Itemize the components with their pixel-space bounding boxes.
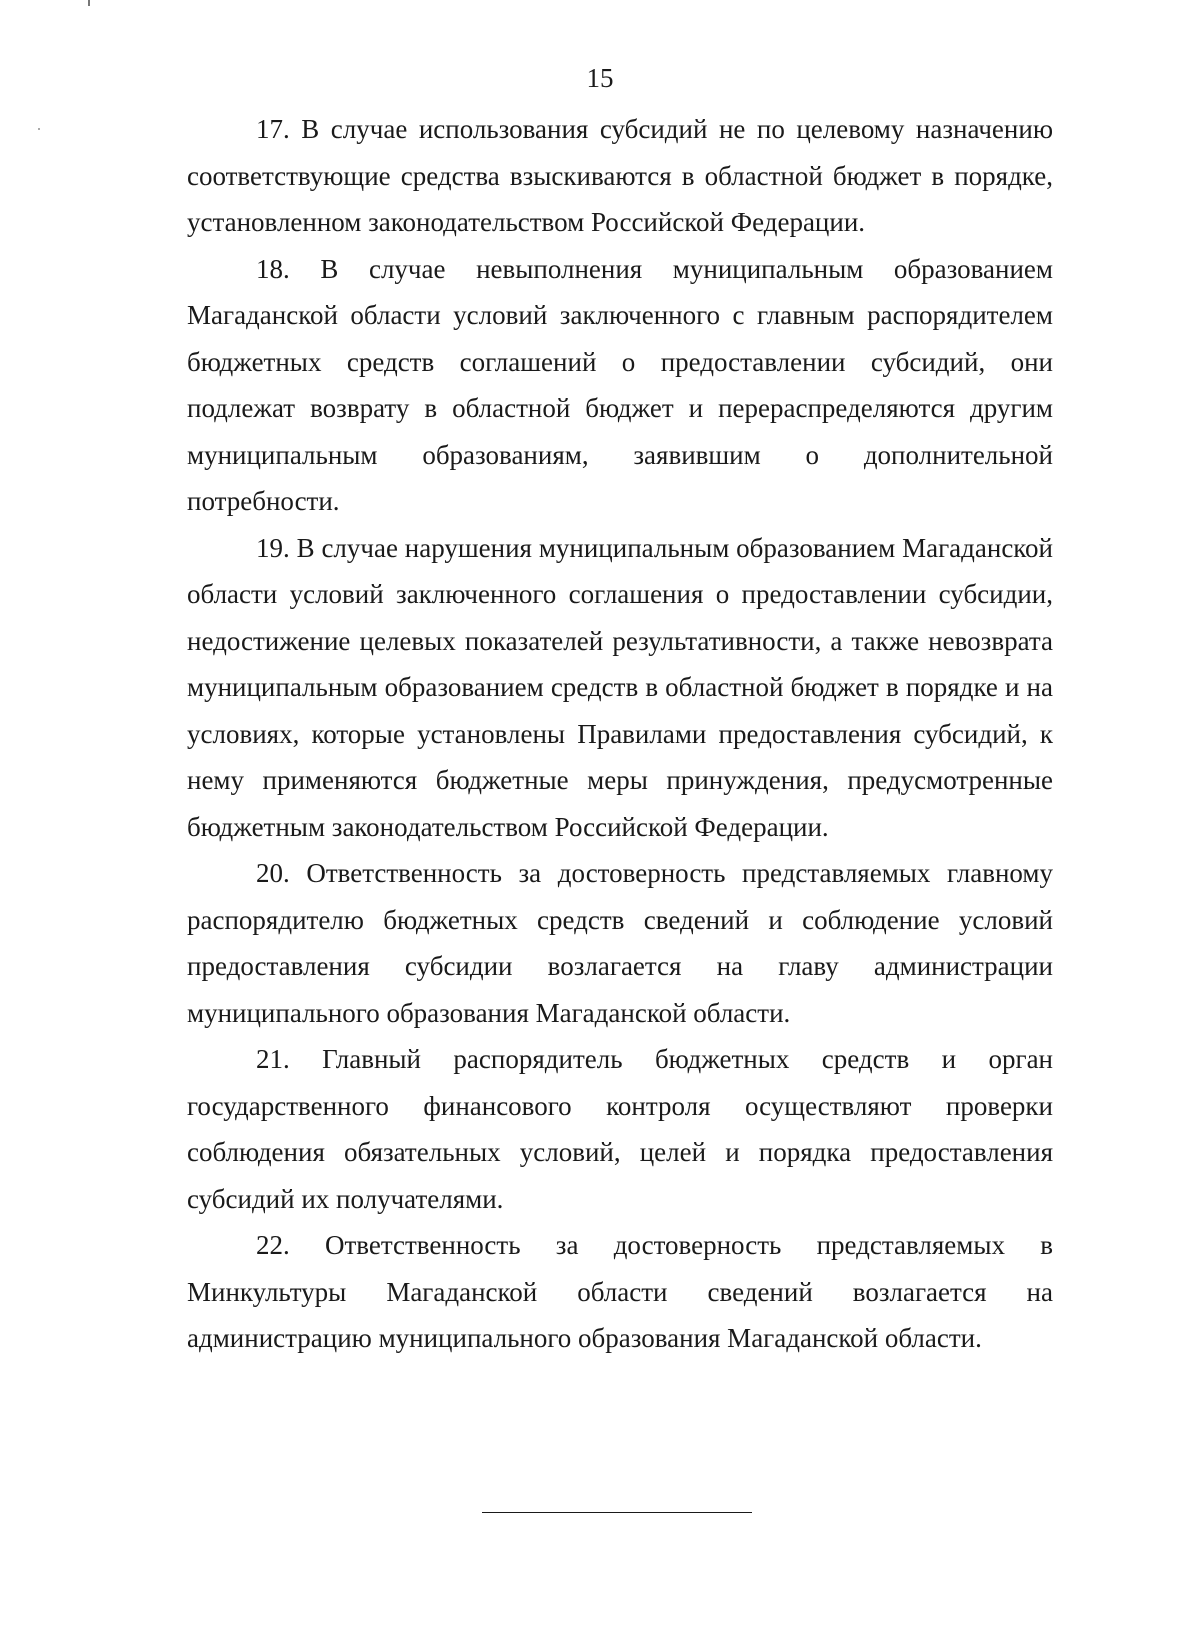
scan-artifact [38, 128, 40, 130]
paragraph-19: 19. В случае нарушения муниципальным образованием Магаданской области условий заключенного соглашения о предоставлении субсидии, недостижение целевых показателей результативности, а также невозврата муниципальным образованием средств в областной бюджет в порядке и на условиях, которые установлены Правилами предоставления субсидий, к нему применяются бюджетные меры принуждения, предусмотренные бюджетным законодательством Российской Федерации. [187, 532, 1053, 842]
page-number: 15 [586, 63, 614, 93]
paragraph-22: 22. Ответственность за достоверность представляемых в Минкультуры Магаданской области сведений возлагается на администрацию муниципального образования Магаданской области. [187, 1230, 1053, 1353]
paragraph-17: 17. В случае использования субсидий не по целевому назначению соответствующие средства взыскиваются в областной бюджет в порядке, установленном законодательством Российской Федерации. [187, 114, 1053, 237]
end-of-document-rule [482, 1512, 752, 1513]
scan-artifact [88, 0, 90, 6]
document-body [187, 106, 1053, 1362]
paragraph-21: 21. Главный распорядитель бюджетных средств и орган государственного финансового контроля осуществляют проверки соблюдения обязательных условий, целей и порядка предоставления субсидий их получателями. [187, 1044, 1053, 1214]
paragraph-18: 18. В случае невыполнения муниципальным образованием Магаданской области условий заключенного с главным распорядителем бюджетных средств соглашений о предоставлении субсидий, они подлежат возврату в областной бюджет и перераспределяются другим муниципальным образованиям, заявившим о дополнительной потребности. [187, 253, 1053, 516]
paragraph-20: 20. Ответственность за достоверность представляемых главному распорядителю бюджетных средств сведений и соблюдение условий предоставления субсидии возлагается на главу администрации муниципального образования Магаданской области. [187, 858, 1053, 1028]
